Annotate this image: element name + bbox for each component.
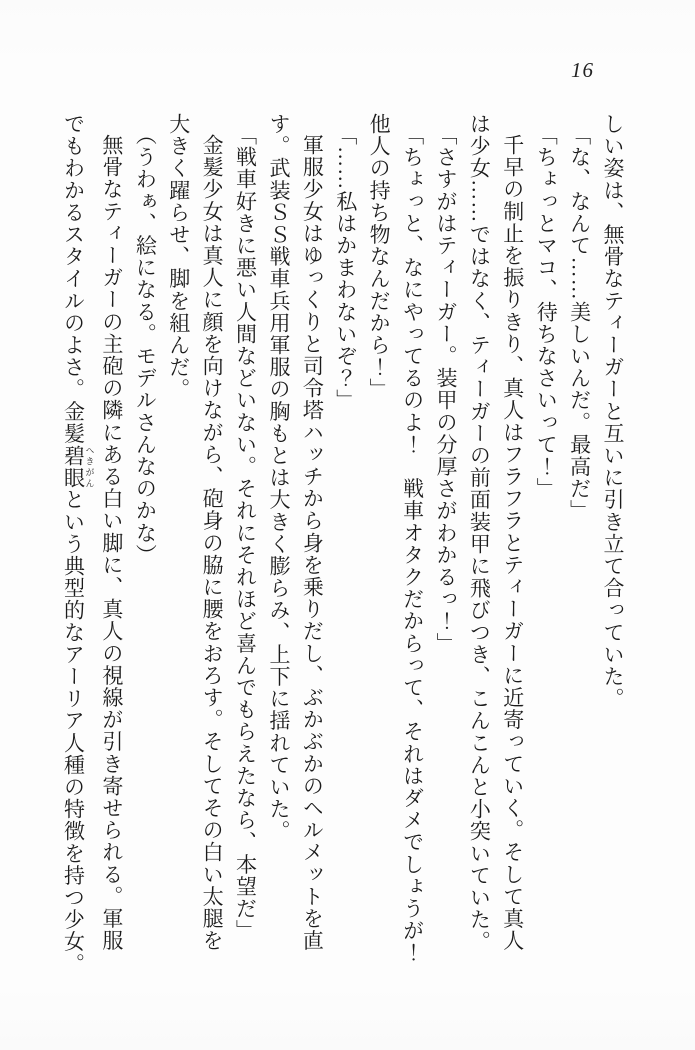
text-line: でもわかるスタイルのよさ。金髪碧眼 へきがんという典型的なアーリア人種の特徴を持つ少女。 [61, 113, 95, 975]
text-line: 他人の持ち物なんだから！」 [367, 113, 392, 401]
text-line: （うわぁ、絵になる。モデルさんなのかな） [133, 123, 158, 566]
text-line: す。武装ＳＳ戦車兵用軍服の胸もとは大きく膨らみ、上下に揺れていた。 [266, 113, 291, 843]
text-line: 「戦車好きに悪い人間などいない。それにそれほど喜んでもらえたなら、本望だ」 [233, 123, 258, 942]
text-line: 金髪少女は真人に顔を向けながら、砲身の脇に腰をおろす。そしてその白い太腿を [200, 134, 225, 952]
text-line: 無骨なティーガーの主砲の隣にある白い脚に、真人の視線が引き寄せられる。軍服 [99, 134, 124, 952]
text-line: 「さすがはティーガー。装甲の分厚さがわかるっ！」 [433, 123, 458, 654]
text-line: 大きく躍らせ、脚を組んだ。 [166, 113, 191, 401]
text-line: は少女……ではなく、ティーガーの前面装甲に飛びつき、こんこんと小突いていた。 [467, 113, 492, 953]
text-line: 千早の制止を振りきり、真人はフラフラとティーガーに近寄っていく。そして真人 [500, 134, 525, 952]
text-line: 「な、なんて……美しいんだ。最高だ」 [567, 123, 592, 522]
text-line: 「ちょっとマコ、待ちなさいって！」 [534, 123, 559, 500]
furigana-ruby: 碧眼 へきがん [61, 444, 95, 489]
text-line: 「……私はかまわないぞ？」 [333, 123, 358, 411]
text-line: 軍服少女はゆっくりと司令塔ハッチから身を乗りだし、ぶかぶかのヘルメットを直 [300, 134, 325, 952]
text-line: しい姿は、無骨なティーガーと互いに引き立て合っていた。 [601, 113, 625, 710]
text-block [56, 113, 629, 975]
text-line: 「ちょっと、なにやってるのよ！ 戦車オタクだからって、それはダメでしょうが！ [400, 123, 425, 964]
page-number: 16 [571, 58, 594, 82]
